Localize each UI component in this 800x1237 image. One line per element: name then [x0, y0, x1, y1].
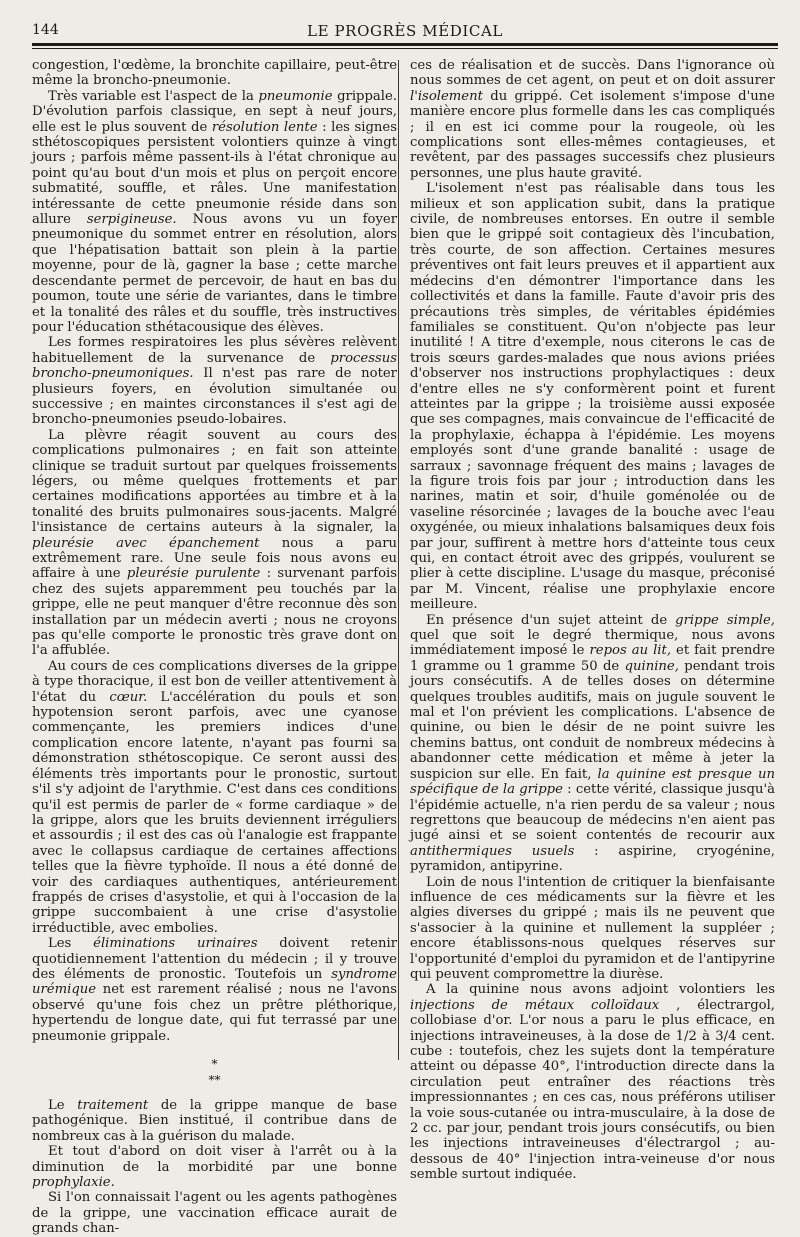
italic-text: traitement	[77, 1098, 149, 1113]
paragraph: En présence d'un sujet atteint de grippe simple, quel que soit le degré thermique, nous avons immédiatement imposé le repos au lit, et fait prendre 1 gramme ou 1 gramme 50 de quinine, pendant trois jours consécutifs. A de telles doses on détermine quelques troubles auditifs, mais on jugule souvent le mal et l'on prévient les complications. L'absence de quinine, ou bien le désir de ne point suivre les chemins battus, ont conduit de nombreux médecins à abandonner cette médication et même à jeter la suspicion sur elle. En fait, la quinine est presque un spécifique de la grippe : cette vérité, classique jusqu'à l'épidémie actuelle, n'a rien perdu de sa valeur ; nous regrettons que beaucoup de médecins n'en aient pas jugé ainsi et se soient contentés de recourir aux antithermiques usuels : aspirine, cryogénine, pyramidon, antipyrine.	[410, 612, 775, 875]
paragraph: Loin de nous l'intention de critiquer la bienfaisante influence de ces médicaments sur la fièvre et les algies diverses du grippé ; mais ils ne peuvent que s'associer à la quinine et nullement la suppléer ; encore établissons-nous quelques réserves sur l'opportunité d'emploi du pyramidon et de l'antipyrine qui peuvent compromettre la diurèse.	[410, 874, 775, 982]
page-number: 144	[32, 22, 59, 38]
right-column	[410, 58, 775, 1183]
paragraph: La plèvre réagit souvent au cours des complications pulmonaires ; en fait son atteinte clinique se traduit surtout par quelques froissements légers, ou même quelques frottements et par certaines modifications apportées au timbre et à la tonalité des bruits pulmonaires sous-jacents. Malgré l'insistance de certains auteurs à la signaler, la pleurésie avec épanchement nous a paru extrêmement rare. Une seule fois nous avons eu affaire à une pleurésie purulente : survenant parfois chez des sujets apparemment peu touchés par la grippe, elle ne peut manquer d'être reconnue dès son installation par un médecin averti ; nous ne croyons pas qu'elle comporte le pronostic très grave dont on l'a affublée.	[32, 427, 398, 659]
italic-text: éliminations urinaires	[93, 936, 258, 952]
italic-text: repos au lit,	[589, 643, 672, 659]
paragraph: Les éliminations urinaires doivent retenir quotidiennement l'attention du médecin ; il y trouve des éléments de pronostic. Toutefois un syndrome urémique net est rarement réalisé ; nous ne l'avons observé qu'une fois chez un prêtre pléthorique, hypertendu de longue date, qui fut terrassé par une pneumonie grippale.	[32, 936, 397, 1044]
column-divider	[398, 60, 399, 1060]
italic-text: quinine,	[624, 658, 679, 674]
paragraph: Très variable est l'aspect de la pneumonie grippale. D'évolution parfois classique, en sept à neuf jours, elle est le plus souvent de résolution lente : les signes sthétoscopiques persistent volontiers quinze à vingt jours ; parfois même passent-ils à l'état chronique au point qu'au bout d'un mois et plus on perçoit encore submatité, souffle, et râles. Une manifestation intéressante de cette pneumonie réside dans son allure serpigineuse. Nous avons vu un foyer pneumonique du sommet entrer en résolution, alors que l'hépatisation battait son plein à la partie moyenne, pour de là, gagner la base ; cette marche descendante permet de percevoir, de haut en bas du poumon, toute une série de variantes, dans le timbre et la tonalité des râles et du souffle, très instructives pour l'éducation sthétacousique des élèves.	[32, 88, 398, 335]
paragraph: Et tout d'abord on doit viser à l'arrêt ou à la diminution de la morbidité par une bonne prophylaxie.	[32, 1144, 397, 1191]
header-rule-thin	[32, 48, 778, 49]
paragraph: ces de réalisation et de succès. Dans l'ignorance où nous sommes de cet agent, on peut et on doit assurer l'isolement du grippé. Cet isolement s'impose d'une manière encore plus formelle dans les cas compliqués ; il en est ici comme pour la rougeole, où les complications sont elles-mêmes contagieuses, et revêtent, par des passages successifs chez plusieurs personnes, une plus haute gravité.	[410, 58, 775, 181]
italic-text: serpigineuse.	[86, 212, 177, 228]
paragraph: L'isolement n'est pas réalisable dans tous les milieux et son application subit, dans la pratique civile, de nombreuses entorses. En outre il semble bien que le grippé soit contagieux dès l'incubation, très courte, de son affection. Certaines mesures préventives ont fait leurs preuves et il appartient aux médecins d'en démontrer l'importance dans les collectivités et dans la famille. Faute d'avoir pris des précautions très simples, de véritables épidémies familiales se constituent. Qu'on n'objecte pas leur inutilité ! A titre d'exemple, nous citerons le cas de trois sœurs gardes-malades que nous avions priées d'observer nos instructions prophylactiques : deux d'entre elles ne s'y conformèrent point et furent atteintes par la grippe ; la troisième aussi exposée que ses compagnes, mais convaincue de l'efficacité de la prophylaxie, échappa à l'épidémie. Les moyens employés sont d'une grande banalité : usage de sarraux ; savonnage fréquent des mains ; lavages de la figure trois fois par jour ; introduction dans les narines, matin et soir, d'huile goménolée ou de vaseline résorcinée ; lavages de la bouche avec l'eau oxygénée, ou mieux inhalations balsamiques deux fois par jour, suffirent à mettre hors d'atteinte tous ceux qui, en contact étroit avec des grippés, voulurent se plier à cette discipline. L'usage du masque, préconisé par M. Vincent, réalise une prophylaxie encore meilleure.	[410, 181, 775, 613]
paragraph: Les formes respiratoires les plus sévères relèvent habituellement de la survenance de processus broncho-pneumoniques. Il n'est pas rare de noter plusieurs foyers, en évolution simultanée ou successive ; en maintes circonstances il s'est agi de broncho-pneumonies pseudo-lobaires.	[32, 335, 397, 428]
paragraph: A la quinine nous avons adjoint volontiers les injections de métaux colloïdaux , électrargol, collobiase d'or. L'or nous a paru le plus efficace, en injections intraveineuses, à la dose de 1/2 à 3/4 cent. cube : toutefois, chez les sujets dont la température atteint ou dépasse 40°, l'introduction directe dans la circulation peut entraîner des réactions très impressionnantes ; en ces cas, nous préférons utiliser la voie sous-cutanée ou intra-musculaire, à la dose de 2 cc. par jour, pendant trois jours consécutifs, ou bien les injections intraveineuses d'électrargol ; au-dessous de 40° l'injection intra-veineuse d'or nous semble surtout indiquée.	[410, 982, 775, 1183]
italic-text: pneumonie	[258, 88, 333, 104]
italic-text: l'isolement	[410, 88, 483, 104]
italic-text: syndrome urémique	[32, 966, 397, 998]
paragraph: Le traitement de la grippe manque de base pathogénique. Bien institué, il contribue dans de nombreux cas à la guérison du malade.	[32, 1098, 397, 1144]
left-column	[32, 58, 397, 1237]
header-rule-thick	[32, 43, 778, 46]
section-separator	[32, 1056, 397, 1088]
paragraph: Au cours de ces complications diverses de la grippe à type thoracique, il est bon de veiller attentivement à l'état du cœur. L'accélération du pouls et son hypotension seront parfois, avec une cyanose commençante, les premiers indices d'une complication encore latente, n'ayant pas fourni sa démonstration sthétoscopique. Ce seront aussi des éléments très importants pour le pronostic, surtout s'il s'y adjoint de l'arythmie. C'est dans ces conditions qu'il est permis de parler de « forme cardiaque » de la grippe, alors que les bruits deviennent irréguliers et assourdis ; il est des cas où l'analogie est frappante avec le collapsus cardiaque de certaines affections telles que la fièvre typhoïde. Il nous a été donné de voir des cardiaques authentiques, antérieurement frappés de crises d'asystolie, et qui à l'occasion de la grippe succombaient à une crise d'asystolie irréductible, avec embolies.	[32, 658, 397, 936]
italic-text: pleurésie purulente	[126, 566, 261, 582]
italic-text: grippe simple,	[675, 612, 775, 628]
italic-text: processus broncho-pneumoniques.	[32, 350, 397, 382]
journal-title: LE PROGRÈS MÉDICAL	[307, 22, 503, 40]
italic-text: résolution lente	[211, 119, 318, 135]
separator-stars: * **	[208, 1057, 221, 1087]
italic-text: cœur.	[109, 689, 148, 705]
italic-text: pleurésie avec épanchement	[32, 535, 260, 551]
italic-text: la quinine est presque un spécifique de la grippe	[410, 766, 775, 798]
italic-text: prophylaxie.	[32, 1175, 115, 1191]
running-header	[32, 22, 778, 44]
paragraph: congestion, l'œdème, la bronchite capillaire, peut-être même la broncho-pneumonie.	[32, 58, 397, 89]
paragraph: Si l'on connaissait l'agent ou les agents pathogènes de la grippe, une vaccination efficace aurait de grands chan-	[32, 1190, 397, 1237]
italic-text: injections de métaux colloïdaux	[410, 997, 660, 1013]
italic-text: antithermiques usuels	[410, 843, 575, 859]
